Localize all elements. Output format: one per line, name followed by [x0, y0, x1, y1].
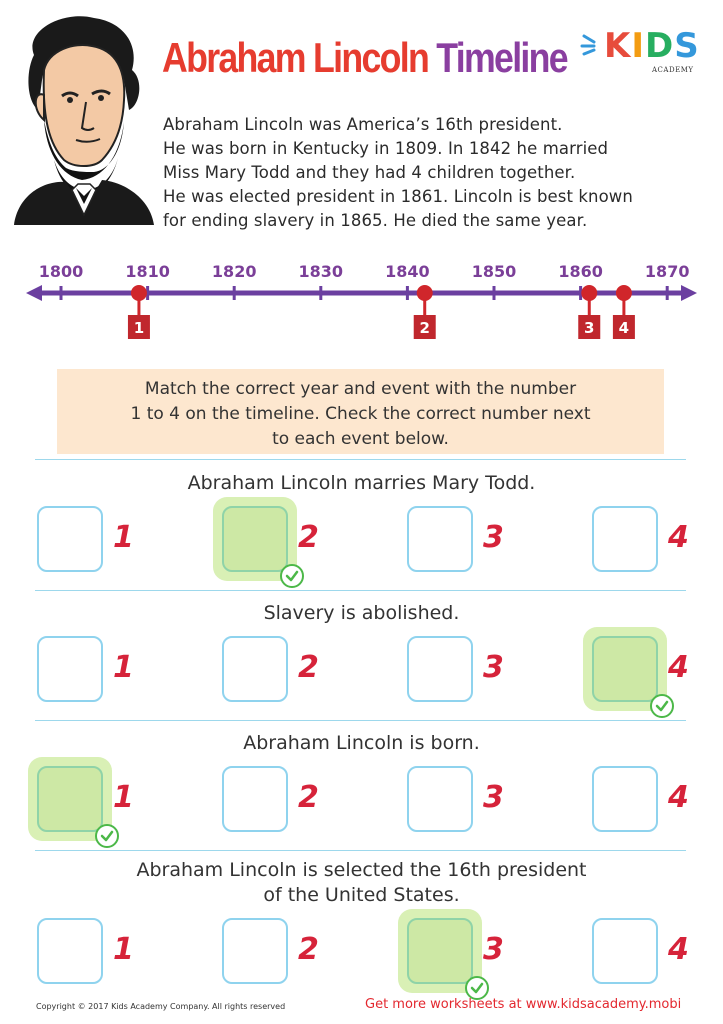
timeline-marker-dot: [616, 285, 632, 301]
answer-number: 3: [483, 932, 504, 967]
answer-checkbox[interactable]: [37, 636, 103, 702]
answer-checkbox[interactable]: [222, 766, 288, 832]
answer-number: 4: [668, 650, 689, 685]
answer-number: 1: [113, 780, 134, 815]
timeline-marker: [414, 285, 436, 339]
timeline-marker-label: 2: [419, 319, 430, 337]
answer-number: 2: [298, 932, 319, 967]
answer-checkbox[interactable]: [407, 636, 473, 702]
timeline-year-label: 1830: [298, 262, 344, 281]
logo-letter: I: [631, 26, 646, 66]
answer-option[interactable]: [592, 918, 702, 998]
answer-checkbox[interactable]: [407, 766, 473, 832]
timeline-year-label: 1810: [125, 262, 170, 281]
timeline-marker: [128, 285, 150, 339]
answer-number: 2: [298, 780, 319, 815]
question-text: Slavery is abolished.: [263, 602, 460, 624]
title-part-name: Abraham Lincoln: [162, 34, 429, 81]
question-text: Abraham Lincoln is selected the 16th president of the United States.: [136, 859, 587, 906]
answer-checkbox[interactable]: [222, 506, 288, 572]
answer-number: 1: [113, 650, 134, 685]
logo-letter: D: [645, 26, 675, 66]
logo-letter: K: [604, 26, 632, 66]
answer-option[interactable]: [407, 918, 517, 998]
timeline: [0, 255, 723, 355]
answer-checkbox[interactable]: [407, 506, 473, 572]
timeline-marker-dot: [131, 285, 147, 301]
intro-paragraph: Abraham Lincoln was America’s 16th president. He was born in Kentucky in 1809. In 1842 he married Miss Mary Todd and they had 4 children together. He was elected president in 1861. Lincoln is best known for ending slavery in 1865. He died the same year.: [163, 115, 633, 230]
timeline-left-arrow: [26, 285, 42, 301]
answer-number: 1: [113, 520, 134, 555]
timeline-right-arrow: [681, 285, 697, 301]
answer-checkbox[interactable]: [37, 506, 103, 572]
answer-checkbox[interactable]: [222, 636, 288, 702]
answer-checkbox[interactable]: [37, 766, 103, 832]
answer-option[interactable]: [37, 506, 147, 586]
logo-burst-icon: [580, 32, 604, 56]
answer-option[interactable]: [407, 506, 517, 586]
answer-number: 3: [483, 780, 504, 815]
answer-option[interactable]: [592, 506, 702, 586]
answer-checkbox[interactable]: [592, 766, 658, 832]
lincoln-portrait: [4, 10, 156, 230]
answer-checkbox[interactable]: [37, 918, 103, 984]
answer-checkbox[interactable]: [592, 918, 658, 984]
answer-option[interactable]: [37, 766, 147, 846]
worksheet-title: [162, 26, 567, 90]
answer-checkbox[interactable]: [592, 506, 658, 572]
timeline-year-label: 1850: [471, 262, 517, 281]
logo-letter: S: [674, 26, 700, 66]
copyright-text: Copyright © 2017 Kids Academy Company. All rights reserved: [36, 1002, 286, 1011]
instructions-box: Match the correct year and event with the number 1 to 4 on the timeline. Check the correct number next to each event below.: [57, 369, 664, 454]
answer-number: 3: [483, 520, 504, 555]
answer-option[interactable]: [592, 766, 702, 846]
answer-option[interactable]: [222, 918, 332, 998]
answer-number: 2: [298, 650, 319, 685]
timeline-marker-label: 1: [133, 319, 145, 337]
more-worksheets-link[interactable]: Get more worksheets at www.kidsacademy.mobi: [365, 997, 682, 1012]
timeline-year-label: 1860: [558, 262, 603, 281]
answer-option[interactable]: [222, 506, 332, 586]
timeline-year-label: 1820: [211, 262, 257, 281]
timeline-marker: [613, 285, 635, 339]
answer-number: 3: [483, 650, 504, 685]
question-divider: [35, 720, 686, 721]
timeline-marker-dot: [581, 285, 597, 301]
answer-number: 4: [668, 780, 689, 815]
answer-option[interactable]: [222, 636, 332, 716]
answer-number: 2: [298, 520, 319, 555]
answer-checkbox[interactable]: [222, 918, 288, 984]
checkmark-icon: [95, 824, 119, 848]
kids-academy-logo: [580, 22, 700, 82]
question-text: Abraham Lincoln is born.: [243, 732, 480, 754]
timeline-marker-label: 3: [584, 319, 595, 337]
answer-option[interactable]: [592, 636, 702, 716]
timeline-year-label: 1870: [644, 262, 690, 281]
answer-checkbox[interactable]: [407, 918, 473, 984]
checkmark-icon: [650, 694, 674, 718]
answer-option[interactable]: [222, 766, 332, 846]
answer-number: 4: [668, 520, 689, 555]
answer-number: 4: [668, 932, 689, 967]
timeline-marker-label: 4: [618, 319, 630, 337]
answer-number: 1: [113, 932, 134, 967]
answer-option[interactable]: [407, 766, 517, 846]
logo-subtext: ACADEMY: [652, 66, 694, 74]
answer-checkbox[interactable]: [592, 636, 658, 702]
timeline-year-label: 1800: [38, 262, 84, 281]
answer-option[interactable]: [37, 918, 147, 998]
logo-text: [604, 26, 700, 66]
timeline-year-labels: [39, 262, 690, 281]
question-divider: [35, 459, 686, 460]
timeline-year-label: 1840: [385, 262, 430, 281]
question-divider: [35, 590, 686, 591]
question-divider: [35, 850, 686, 851]
checkmark-icon: [280, 564, 304, 588]
question-text: Abraham Lincoln marries Mary Todd.: [187, 472, 536, 494]
timeline-marker-dot: [417, 285, 433, 301]
title-part-timeline: Timeline: [436, 34, 567, 81]
answer-option[interactable]: [37, 636, 147, 716]
answer-option[interactable]: [407, 636, 517, 716]
timeline-marker: [578, 285, 600, 339]
